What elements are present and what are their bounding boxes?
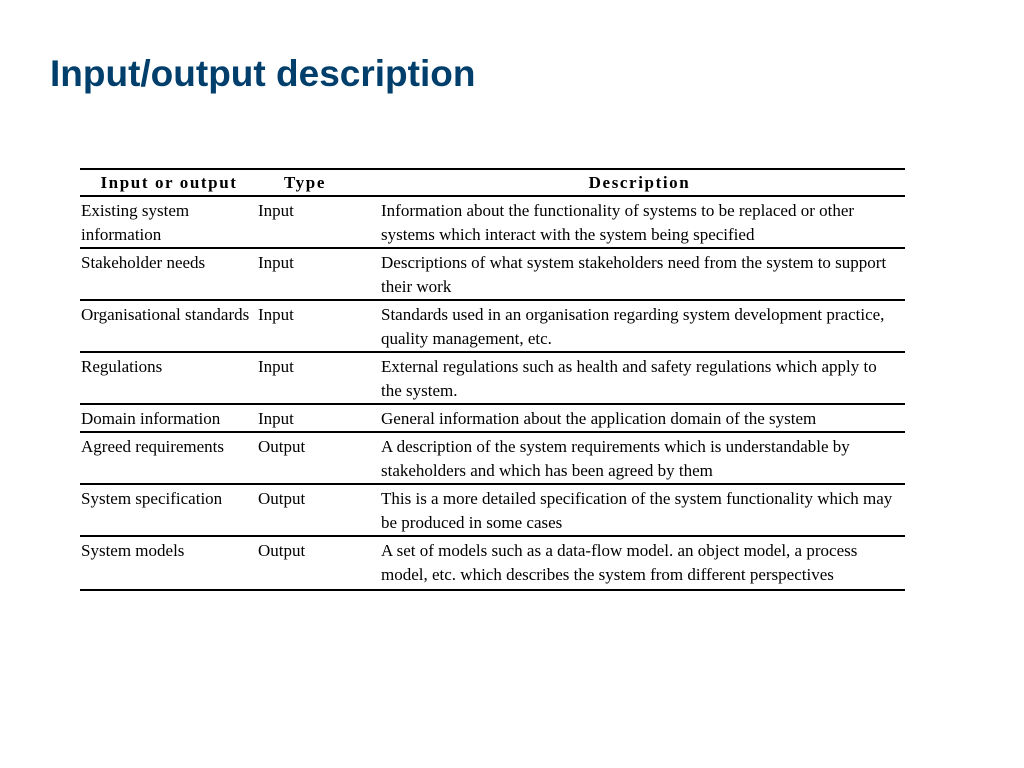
row-type: Input <box>258 300 374 352</box>
table-row <box>80 432 905 484</box>
table-row <box>80 300 905 352</box>
row-name: Agreed requirements <box>80 432 258 484</box>
table-header-row <box>80 169 905 196</box>
row-name: System specification <box>80 484 258 536</box>
table-row <box>80 248 905 300</box>
table-row <box>80 536 905 590</box>
row-name: Stakeholder needs <box>80 248 258 300</box>
row-description: A set of models such as a data-flow model. an object model, a process model, etc. which describes the system from different perspectives <box>374 536 905 590</box>
table-row <box>80 196 905 248</box>
column-header-input-or-output: Input or output <box>80 169 258 196</box>
slide-title: Input/output description <box>50 53 476 94</box>
table-row <box>80 484 905 536</box>
row-description: This is a more detailed specification of the system functionality which may be produced in some cases <box>374 484 905 536</box>
row-name: Regulations <box>80 352 258 404</box>
column-header-type: Type <box>258 169 374 196</box>
row-type: Input <box>258 196 374 248</box>
table-row <box>80 404 905 432</box>
row-name: Domain information <box>80 404 258 432</box>
row-description: Standards used in an organisation regarding system development practice, quality management, etc. <box>374 300 905 352</box>
row-type: Input <box>258 404 374 432</box>
row-name: Existing system information <box>80 196 258 248</box>
row-description: Information about the functionality of systems to be replaced or other systems which interact with the system being specified <box>374 196 905 248</box>
row-type: Input <box>258 248 374 300</box>
io-description-table <box>80 168 905 591</box>
row-type: Output <box>258 536 374 590</box>
table-row <box>80 352 905 404</box>
row-type: Output <box>258 484 374 536</box>
column-header-description: Description <box>374 169 905 196</box>
row-description: External regulations such as health and safety regulations which apply to the system. <box>374 352 905 404</box>
row-type: Output <box>258 432 374 484</box>
row-type: Input <box>258 352 374 404</box>
row-description: A description of the system requirements which is understandable by stakeholders and which has been agreed by them <box>374 432 905 484</box>
row-description: General information about the application domain of the system <box>374 404 905 432</box>
row-description: Descriptions of what system stakeholders need from the system to support their work <box>374 248 905 300</box>
row-name: Organisational standards <box>80 300 258 352</box>
row-name: System models <box>80 536 258 590</box>
